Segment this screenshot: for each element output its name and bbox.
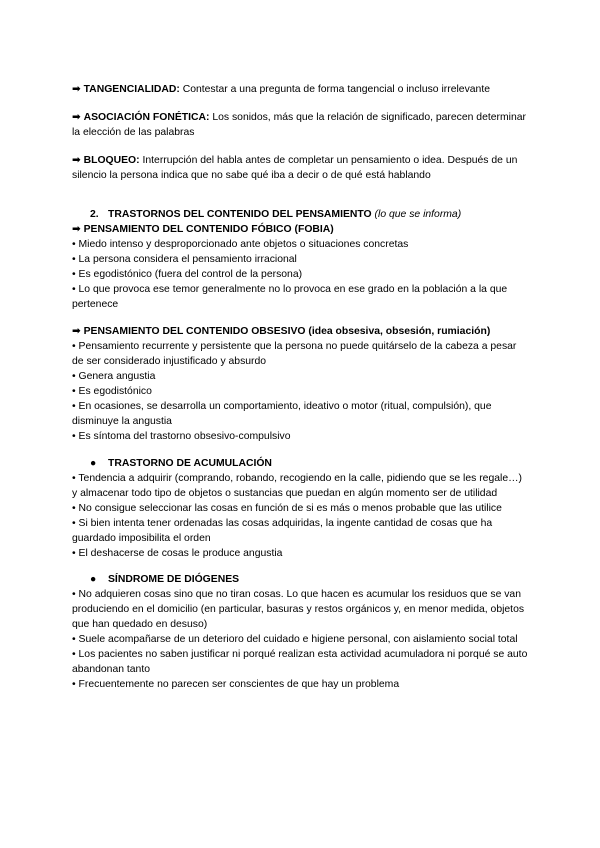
bullet-icon: • <box>72 518 76 529</box>
document-page <box>72 82 528 692</box>
term-definition: Los sonidos, más que la relación de significado, parecen determinar la elección de las palabras <box>72 112 526 138</box>
section-2-title <box>72 207 528 222</box>
bullet-icon: • <box>72 254 76 265</box>
circle-bullet-icon: ● <box>90 574 97 585</box>
bullet-icon: • <box>72 341 76 352</box>
bullet-icon: • <box>72 548 76 559</box>
acumulacion-list <box>72 471 528 561</box>
intro-asociacion-fonetica <box>72 110 528 140</box>
list-item: • Pensamiento recurrente y persistente que la persona no puede quitárselo de la cabeza a pesar de ser considerado injustificado y absurdo <box>72 341 517 367</box>
acumulacion-heading-text: TRASTORNO DE ACUMULACIÓN <box>108 458 272 469</box>
bullet-icon: • <box>72 649 76 660</box>
bullet-icon: • <box>72 371 76 382</box>
fobico-heading-text: PENSAMIENTO DEL CONTENIDO FÓBICO (FOBIA) <box>83 224 334 235</box>
term-label: TANGENCIALIDAD: <box>83 84 180 95</box>
arrow-icon: ➡ <box>72 155 81 166</box>
list-item: • Lo que provoca ese temor generalmente no lo provoca en ese grado en la población a la que pertenece <box>72 284 508 310</box>
list-item: • Frecuentemente no parecen ser conscientes de que hay un problema <box>72 679 400 690</box>
obsesivo-heading <box>72 324 528 339</box>
bullet-icon: • <box>72 239 76 250</box>
list-item: • El deshacerse de cosas le produce angustia <box>72 548 283 559</box>
bullet-icon: • <box>72 269 76 280</box>
term-label: ASOCIACIÓN FONÉTICA: <box>83 112 210 123</box>
bullet-icon: • <box>72 386 76 397</box>
obsesivo-heading-text: PENSAMIENTO DEL CONTENIDO OBSESIVO (idea obsesiva, obsesión, rumiación) <box>83 326 491 337</box>
circle-bullet-icon: ● <box>90 458 97 469</box>
fobico-list <box>72 237 528 312</box>
bullet-icon: • <box>72 503 76 514</box>
list-item: • Genera angustia <box>72 371 156 382</box>
list-item: • La persona considera el pensamiento irracional <box>72 254 297 265</box>
arrow-icon: ➡ <box>72 326 81 337</box>
list-item: • Los pacientes no saben justificar ni porqué realizan esta actividad acumuladora ni porqué se auto abandonan tanto <box>72 649 528 675</box>
obsesivo-list <box>72 339 528 444</box>
diogenes-list <box>72 587 528 692</box>
fobico-heading <box>72 222 528 237</box>
section-number: 2. <box>90 209 99 220</box>
list-item: • Es egodistónico <box>72 386 152 397</box>
arrow-icon: ➡ <box>72 84 81 95</box>
list-item: • Es egodistónico (fuera del control de la persona) <box>72 269 303 280</box>
bullet-icon: • <box>72 634 76 645</box>
list-item: • En ocasiones, se desarrolla un comportamiento, ideativo o motor (ritual, compulsión), que disminuye la angustia <box>72 401 492 427</box>
diogenes-heading <box>72 572 528 587</box>
section-heading: TRASTORNOS DEL CONTENIDO DEL PENSAMIENTO <box>108 209 372 220</box>
list-item: • Suele acompañarse de un deterioro del cuidado e higiene personal, con aislamiento social total <box>72 634 518 645</box>
term-definition: Contestar a una pregunta de forma tangencial o incluso irrelevante <box>179 84 490 95</box>
intro-tangencialidad <box>72 82 528 97</box>
intro-bloqueo <box>72 153 528 183</box>
acumulacion-heading <box>72 456 528 471</box>
bullet-icon: • <box>72 284 76 295</box>
term-label: BLOQUEO: <box>83 155 140 166</box>
term-definition: Interrupción del habla antes de completar un pensamiento o idea. Después de un silencio la persona indica que no sabe qué iba a decir o de qué está hablando <box>72 155 518 181</box>
list-item: • Es síntoma del trastorno obsesivo-compulsivo <box>72 431 291 442</box>
list-item: • No consigue seleccionar las cosas en función de si es más o menos probable que las utilice <box>72 503 502 514</box>
bullet-icon: • <box>72 401 76 412</box>
list-item: • Si bien intenta tener ordenadas las cosas adquiridas, la ingente cantidad de cosas que ha guardado imposibilita el orden <box>72 518 493 544</box>
bullet-icon: • <box>72 431 76 442</box>
list-item: • Miedo intenso y desproporcionado ante objetos o situaciones concretas <box>72 239 409 250</box>
section-note: (lo que se informa) <box>374 209 462 220</box>
arrow-icon: ➡ <box>72 112 81 123</box>
list-item: • No adquieren cosas sino que no tiran cosas. Lo que hacen es acumular los residuos que se van produciendo en el domicilio (en particular, basuras y restos orgánicos y, en menor medida, objetos que han quedado en desuso) <box>72 589 525 630</box>
diogenes-heading-text: SÍNDROME DE DIÓGENES <box>108 574 240 585</box>
bullet-icon: • <box>72 589 76 600</box>
bullet-icon: • <box>72 473 76 484</box>
list-item: • Tendencia a adquirir (comprando, robando, recogiendo en la calle, pidiendo que se les regale…) y almacenar todo tipo de objetos o sustancias que puedan en algún momento ser de utilidad <box>72 473 522 499</box>
arrow-icon: ➡ <box>72 224 81 235</box>
bullet-icon: • <box>72 679 76 690</box>
